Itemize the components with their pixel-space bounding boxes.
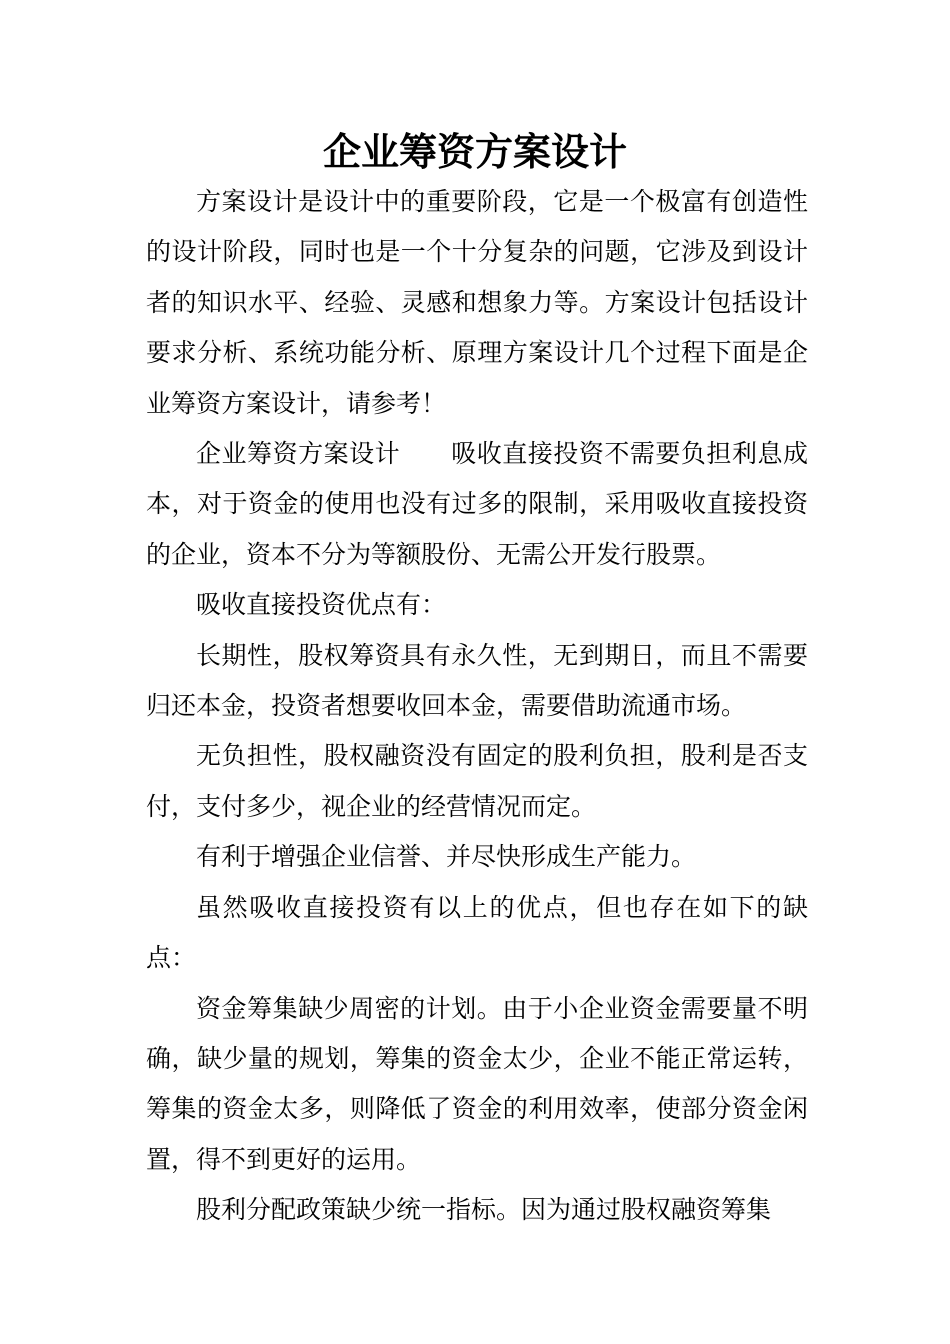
- document-title: 企业筹资方案设计: [322, 129, 627, 174]
- paragraph-advantage-no-burden: 无负担性，股权融资没有固定的股利负担，股利是否支付，支付多少，视企业的经营情况而定。: [146, 741, 808, 821]
- paragraph-direct-investment: 企业筹资方案设计 吸收直接投资不需要负担利息成本，对于资金的使用也没有过多的限制，采用吸收直接投资的企业，资本不分为等额股份、无需公开发行股票。: [146, 439, 808, 569]
- paragraph-disadvantages-heading: 虽然吸收直接投资有以上的优点，但也存在如下的缺点：: [146, 892, 808, 973]
- paragraph-intro: 方案设计是设计中的重要阶段，它是一个极富有创造性的设计阶段，同时也是一个十分复杂的问题，它涉及到设计者的知识水平、经验、灵感和想象力等。方案设计包括设计要求分析、系统功能分析、原理方案设计几个过程下面是企业筹资方案设计，请参考！: [146, 187, 808, 418]
- paragraph-advantage-credibility: 有利于增强企业信誉、并尽快形成生产能力。: [196, 842, 697, 872]
- paragraph-advantages-heading: 吸收直接投资优点有：: [196, 590, 447, 620]
- paragraph-disadvantage-planning: 资金筹集缺少周密的计划。由于小企业资金需要量不明确，缺少量的规划，筹集的资金太少，企业不能正常运转，筹集的资金太多，则降低了资金的利用效率，使部分资金闲置，得不到更好的运用。: [146, 993, 808, 1174]
- paragraph-advantage-permanence: 长期性，股权筹资具有永久性，无到期日，而且不需要归还本金，投资者想要收回本金，需要借助流通市场。: [146, 640, 808, 721]
- paragraph-disadvantage-dividend: 股利分配政策缺少统一指标。因为通过股权融资筹集: [196, 1195, 772, 1225]
- document-body: [146, 177, 808, 1236]
